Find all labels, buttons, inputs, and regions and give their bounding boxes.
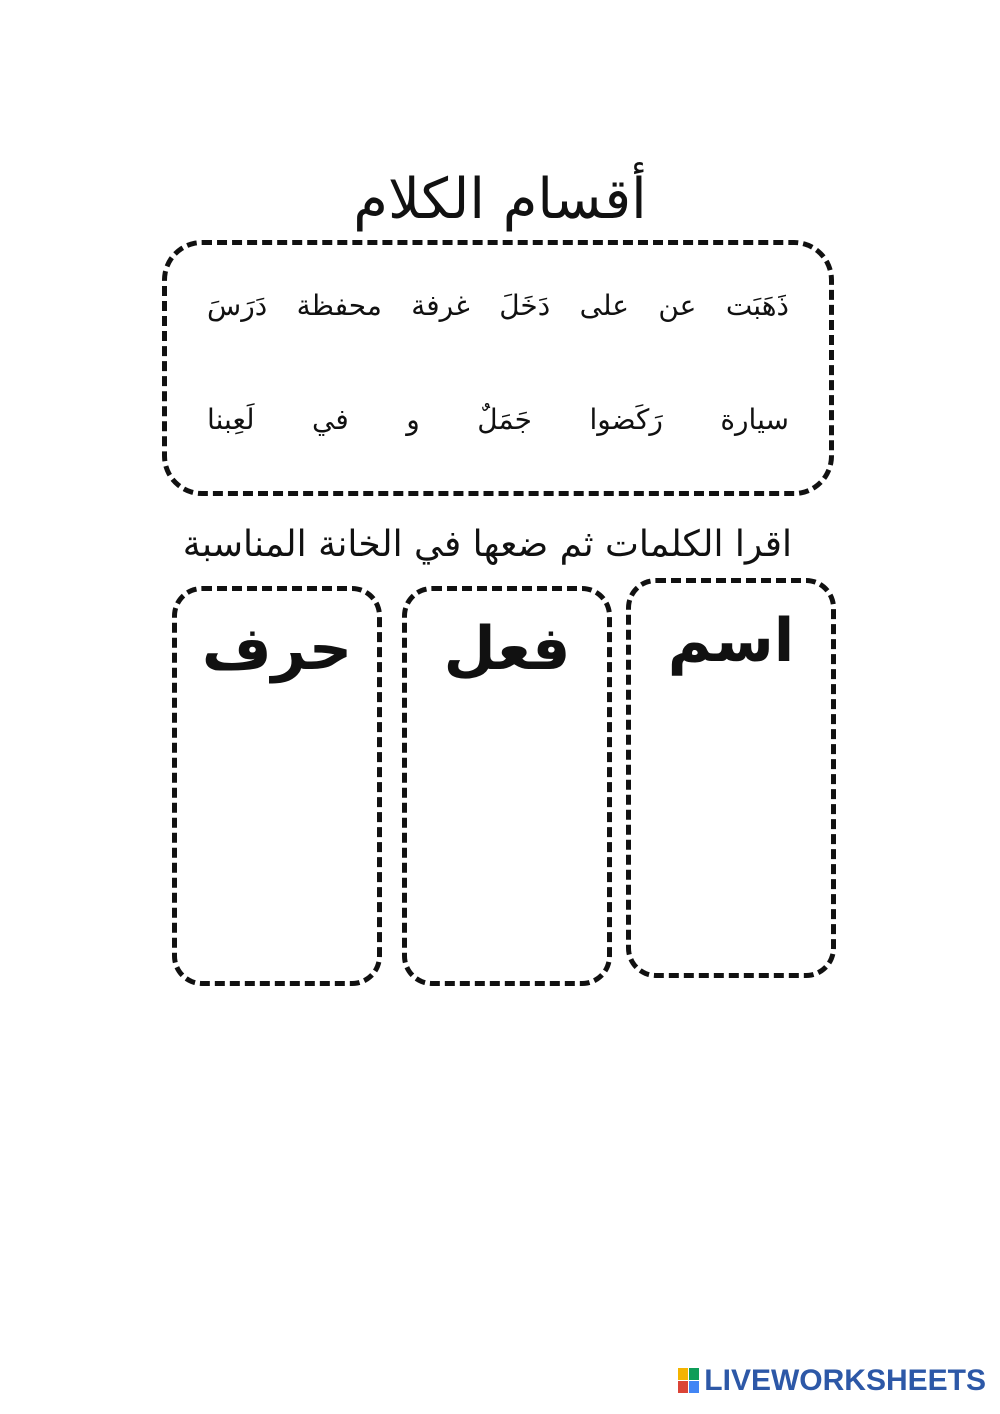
word-item[interactable]: في [312, 402, 349, 436]
word-item[interactable]: سيارة [720, 402, 789, 436]
word-item[interactable]: دَرَسَ [207, 288, 268, 322]
word-item[interactable]: غرفة [411, 288, 470, 322]
word-item[interactable]: دَخَلَ [499, 288, 551, 322]
word-item[interactable]: عن [658, 288, 697, 322]
liveworksheets-logo-text: LIVEWORKSHEETS [704, 1364, 986, 1397]
worksheet-title: أقسام الكلام [353, 167, 647, 232]
liveworksheets-logo [678, 1364, 986, 1398]
word-item[interactable]: ذَهَبَت [725, 288, 789, 322]
instruction-text: اقرا الكلمات ثم ضعها في الخانة المناسبة [182, 524, 792, 565]
liveworksheets-logo-icon [678, 1368, 700, 1394]
verb-column-header: فعل [443, 614, 571, 684]
noun-drop-zone[interactable] [626, 578, 836, 978]
word-item[interactable]: على [579, 288, 629, 322]
word-item[interactable]: لَعِبنا [207, 402, 255, 436]
particle-column-header: حرف [201, 614, 353, 684]
word-bank-row-1 [207, 275, 789, 335]
word-item[interactable]: جَمَلٌ [477, 402, 532, 436]
word-item[interactable]: و [406, 402, 420, 436]
particle-drop-zone[interactable] [172, 586, 382, 986]
noun-column-header: اسم [667, 606, 795, 676]
word-bank-row-2 [207, 389, 789, 449]
word-bank [162, 240, 834, 496]
word-item[interactable]: محفظة [296, 288, 382, 322]
word-item[interactable]: رَكَضوا [589, 402, 663, 436]
verb-drop-zone[interactable] [402, 586, 612, 986]
